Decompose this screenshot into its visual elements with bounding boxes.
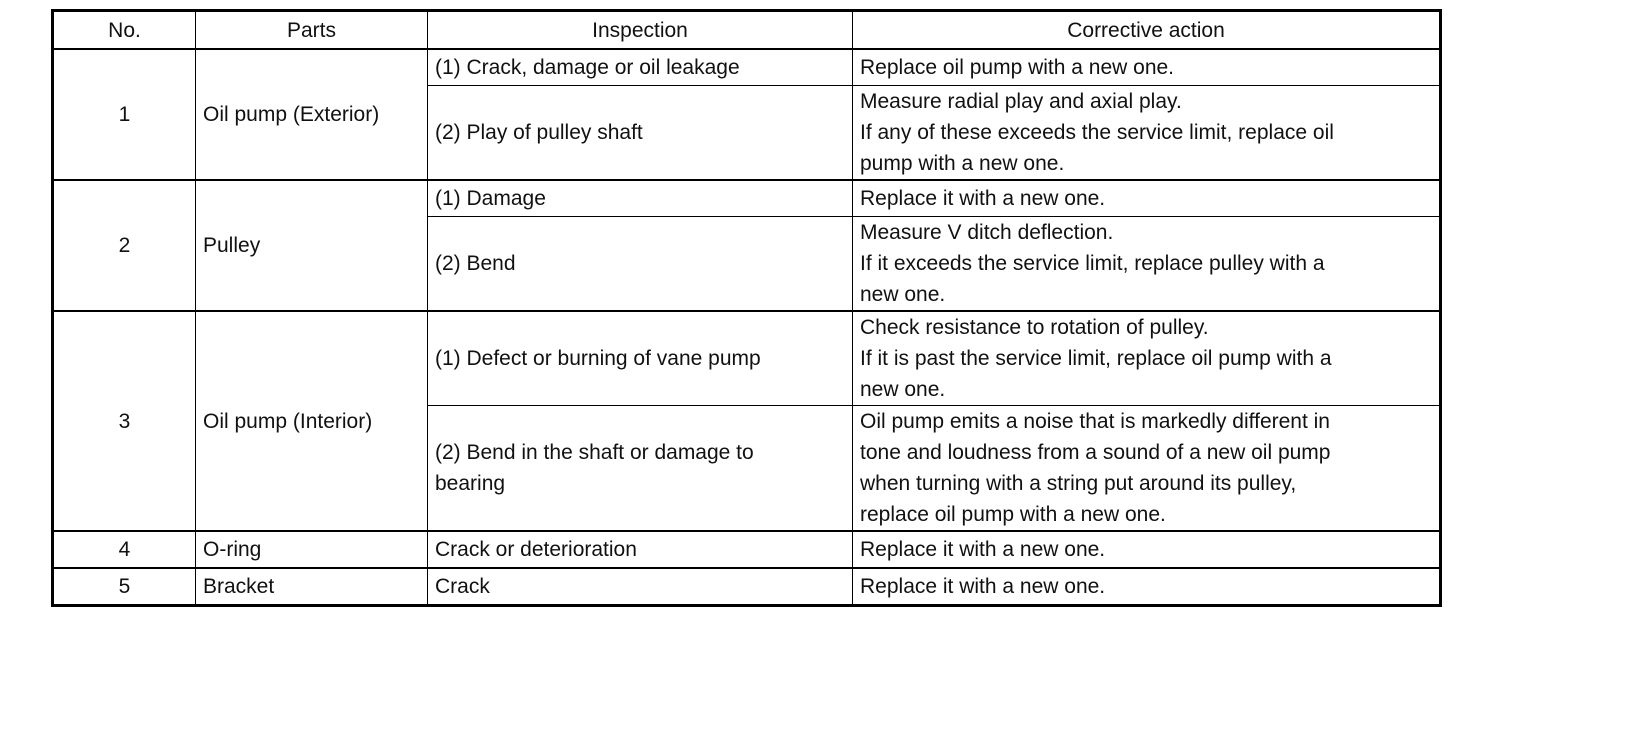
inspection-table [51, 9, 1442, 607]
table-row [53, 568, 1441, 606]
table-row [53, 531, 1441, 568]
action-line: Check resistance to rotation of pulley. [860, 316, 1209, 339]
action-cell [853, 406, 1441, 532]
part-name: Oil pump (Interior) [196, 311, 428, 531]
inspection-cell [428, 406, 853, 532]
action-line: If any of these exceeds the service limit, replace oil [860, 121, 1334, 144]
action-line: Oil pump emits a noise that is markedly different in [860, 410, 1330, 433]
inspection-line: (2) Bend [435, 252, 516, 275]
inspection-line: (1) Damage [435, 187, 546, 210]
action-cell [853, 531, 1441, 568]
header-no: No. [53, 11, 196, 50]
header-row [53, 11, 1441, 50]
inspection-line: Crack [435, 575, 490, 598]
action-line: new one. [860, 283, 946, 306]
row-number: 5 [53, 568, 196, 606]
action-line: when turning with a string put around its pulley, [860, 472, 1297, 495]
inspection-line: (1) Crack, damage or oil leakage [435, 56, 740, 79]
part-name: Oil pump (Exterior) [196, 49, 428, 180]
action-line: Measure V ditch deflection. [860, 221, 1114, 244]
inspection-cell [428, 180, 853, 217]
action-line: Replace it with a new one. [860, 187, 1106, 210]
action-cell [853, 49, 1441, 86]
table-row [53, 49, 1441, 86]
part-name: Bracket [196, 568, 428, 606]
header-corrective-action: Corrective action [853, 11, 1441, 50]
action-cell [853, 180, 1441, 217]
inspection-line: (2) Play of pulley shaft [435, 121, 643, 144]
inspection-cell [428, 568, 853, 606]
table-row [53, 180, 1441, 217]
action-line: If it is past the service limit, replace oil pump with a [860, 347, 1332, 370]
action-line: Replace it with a new one. [860, 575, 1106, 598]
action-cell [853, 86, 1441, 181]
row-number: 4 [53, 531, 196, 568]
header-parts: Parts [196, 11, 428, 50]
row-number: 2 [53, 180, 196, 311]
inspection-line: Crack or deterioration [435, 538, 637, 561]
action-line: If it exceeds the service limit, replace pulley with a [860, 252, 1325, 275]
row-number: 3 [53, 311, 196, 531]
inspection-cell [428, 49, 853, 86]
action-line: Replace it with a new one. [860, 538, 1106, 561]
action-line: Measure radial play and axial play. [860, 90, 1182, 113]
action-line: replace oil pump with a new one. [860, 503, 1166, 526]
action-line: new one. [860, 378, 946, 401]
part-name: O-ring [196, 531, 428, 568]
part-name: Pulley [196, 180, 428, 311]
action-line: Replace oil pump with a new one. [860, 56, 1175, 79]
action-cell [853, 311, 1441, 406]
table-row [53, 311, 1441, 406]
inspection-line: bearing [435, 472, 506, 495]
inspection-cell [428, 311, 853, 406]
header-inspection: Inspection [428, 11, 853, 50]
inspection-cell [428, 217, 853, 312]
inspection-line: (1) Defect or burning of vane pump [435, 347, 761, 370]
action-cell [853, 217, 1441, 312]
row-number: 1 [53, 49, 196, 180]
inspection-cell [428, 531, 853, 568]
action-line: tone and loudness from a sound of a new oil pump [860, 441, 1331, 464]
inspection-line: (2) Bend in the shaft or damage to [435, 441, 754, 464]
inspection-cell [428, 86, 853, 181]
action-line: pump with a new one. [860, 152, 1065, 175]
inspection-table-container [51, 9, 1442, 607]
action-cell [853, 568, 1441, 606]
